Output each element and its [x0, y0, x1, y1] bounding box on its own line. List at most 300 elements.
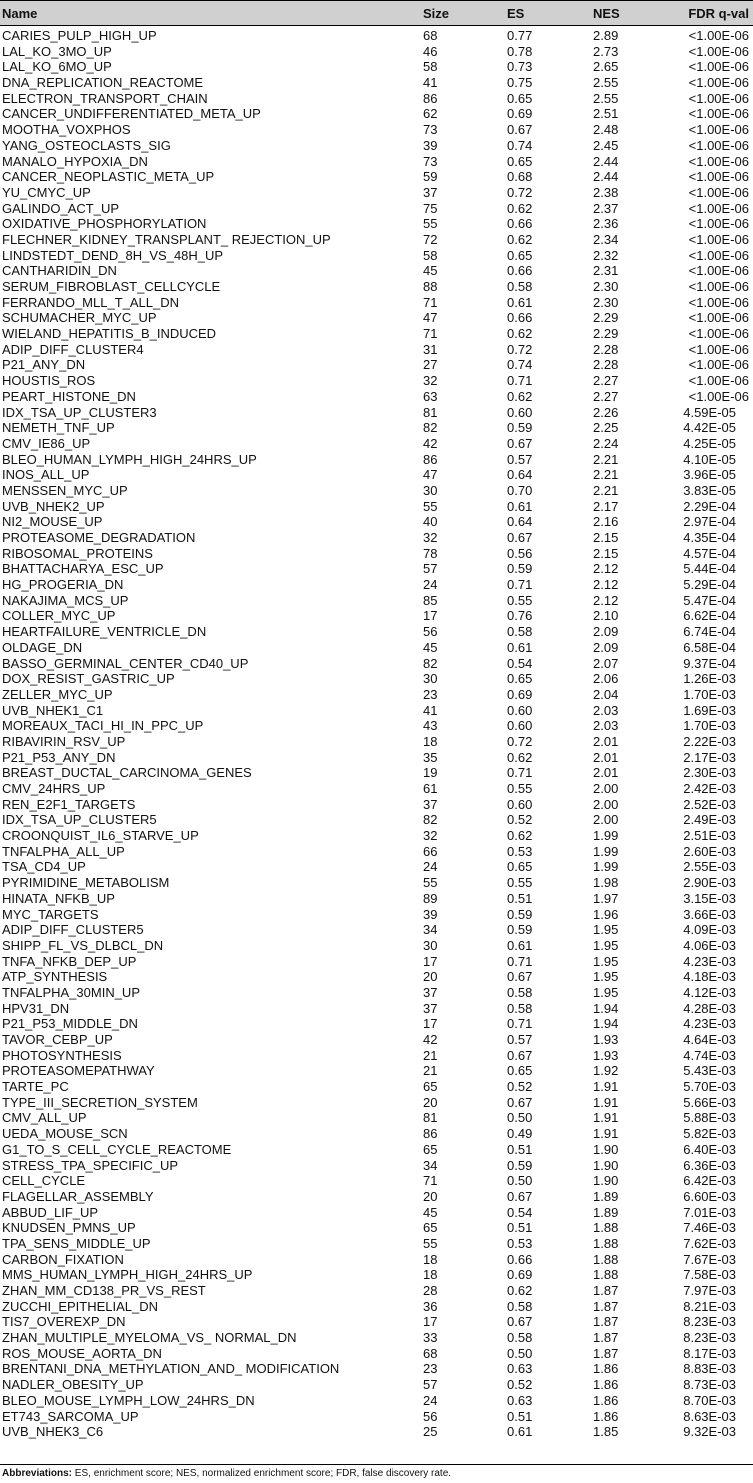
cell-es: 0.67: [507, 122, 533, 138]
cell-size: 88: [423, 279, 438, 294]
cell-name: IDX_TSA_UP_CLUSTER3: [2, 404, 157, 420]
cell-nes: 1.90: [593, 1141, 619, 1157]
table-row: [0, 514, 753, 530]
cell-es: 0.66: [507, 310, 533, 326]
cell-es: 0.55: [507, 781, 533, 796]
cell-name: HPV31_DN: [2, 1000, 70, 1016]
table-row: [0, 28, 753, 44]
cell-name: MOOTHA_VOXPHOS: [2, 122, 131, 138]
cell-nes: 2.29: [593, 310, 619, 326]
cell-size: 72: [423, 231, 438, 247]
cell-nes: 2.27: [593, 373, 619, 389]
table-row: [0, 1032, 753, 1048]
cell-size: 89: [423, 890, 438, 906]
table-row: [0, 907, 753, 923]
cell-es: 0.55: [507, 875, 533, 891]
cell-nes: 2.00: [593, 812, 619, 828]
cell-nes: 1.90: [593, 1173, 619, 1189]
cell-size: 23: [423, 686, 438, 702]
cell-nes: 2.51: [593, 106, 619, 122]
cell-fdr: <1.00E-06: [688, 75, 749, 91]
cell-fdr: 2.17E-03: [683, 749, 736, 765]
cell-name: YANG_OSTEOCLASTS_SIG: [2, 137, 171, 153]
cell-nes: 1.88: [593, 1220, 619, 1236]
cell-name: WIELAND_HEPATITIS_B_INDUCED: [2, 326, 217, 342]
cell-nes: 1.93: [593, 1047, 619, 1063]
cell-fdr: 9.32E-03: [683, 1424, 736, 1440]
cell-name: DNA_REPLICATION_REACTOME: [2, 75, 204, 91]
cell-size: 37: [423, 796, 438, 812]
table-row: [0, 797, 753, 813]
cell-fdr: <1.00E-06: [688, 231, 749, 247]
cell-size: 41: [423, 702, 438, 718]
cell-es: 0.51: [507, 1220, 533, 1236]
cell-size: 45: [423, 1204, 438, 1220]
table-row: [0, 467, 753, 483]
cell-nes: 1.92: [593, 1063, 619, 1079]
cell-es: 0.62: [507, 231, 533, 247]
cell-fdr: <1.00E-06: [688, 153, 749, 169]
table-row: [0, 1173, 753, 1189]
cell-name: P21_P53_ANY_DN: [2, 749, 116, 765]
cell-es: 0.65: [507, 671, 533, 687]
cell-fdr: 9.37E-04: [683, 655, 736, 671]
table-row: [0, 687, 753, 703]
cell-es: 0.51: [507, 890, 533, 906]
table-row: [0, 1205, 753, 1221]
cell-name: NAKAJIMA_MCS_UP: [2, 592, 129, 608]
cell-size: 82: [423, 655, 438, 671]
cell-fdr: 7.67E-03: [683, 1251, 736, 1267]
table-row: [0, 859, 753, 875]
table-row: [0, 561, 753, 577]
cell-name: TYPE_III_SECRETION_SYSTEM: [2, 1094, 198, 1110]
cell-fdr: <1.00E-06: [688, 373, 749, 389]
cell-fdr: 1.70E-03: [683, 718, 736, 734]
cell-size: 17: [423, 953, 438, 969]
table-row: [0, 342, 753, 358]
table-row: [0, 75, 753, 91]
cell-name: P21_P53_MIDDLE_DN: [2, 1016, 138, 1032]
table-row: [0, 671, 753, 687]
cell-es: 0.62: [507, 388, 533, 404]
cell-name: ROS_MOUSE_AORTA_DN: [2, 1345, 162, 1361]
cell-size: 20: [423, 1188, 438, 1204]
cell-size: 71: [423, 326, 438, 342]
cell-es: 0.67: [507, 1314, 533, 1330]
cell-nes: 2.15: [593, 545, 619, 561]
cell-es: 0.71: [507, 953, 533, 969]
cell-fdr: 7.58E-03: [683, 1267, 736, 1283]
cell-nes: 2.10: [593, 608, 619, 624]
table-row: [0, 1001, 753, 1017]
cell-name: NADLER_OBESITY_UP: [2, 1377, 144, 1393]
cell-name: OXIDATIVE_PHOSPHORYLATION: [2, 216, 207, 232]
cell-size: 58: [423, 247, 438, 263]
cell-fdr: 2.49E-03: [683, 812, 736, 828]
cell-fdr: 7.97E-03: [683, 1283, 736, 1298]
cell-fdr: 4.12E-03: [683, 984, 736, 1000]
table-row: [0, 844, 753, 860]
cell-size: 23: [423, 1361, 438, 1377]
cell-es: 0.71: [507, 577, 533, 593]
cell-nes: 2.65: [593, 59, 619, 75]
cell-nes: 2.28: [593, 341, 619, 357]
cell-es: 0.53: [507, 843, 533, 859]
cell-size: 21: [423, 1047, 438, 1063]
cell-size: 32: [423, 530, 438, 545]
cell-name: LAL_KO_6MO_UP: [2, 59, 112, 75]
cell-size: 28: [423, 1283, 438, 1298]
cell-es: 0.66: [507, 216, 533, 232]
cell-nes: 2.37: [593, 200, 619, 216]
cell-es: 0.52: [507, 1377, 533, 1393]
cell-name: UVB_NHEK3_C6: [2, 1424, 104, 1440]
cell-es: 0.74: [507, 137, 533, 153]
cell-name: TAVOR_CEBP_UP: [2, 1032, 113, 1047]
table-row: [0, 232, 753, 248]
cell-size: 24: [423, 859, 438, 875]
cell-es: 0.50: [507, 1345, 533, 1361]
cell-nes: 2.06: [593, 671, 619, 687]
cell-fdr: 4.06E-03: [683, 937, 736, 953]
cell-nes: 2.73: [593, 43, 619, 59]
cell-nes: 1.88: [593, 1235, 619, 1251]
cell-name: ABBUD_LIF_UP: [2, 1204, 99, 1220]
cell-es: 0.67: [507, 1188, 533, 1204]
cell-nes: 2.12: [593, 577, 619, 593]
cell-name: UVB_NHEK1_C1: [2, 702, 104, 718]
cell-es: 0.50: [507, 1173, 533, 1189]
table-row: [0, 938, 753, 954]
cell-fdr: 7.01E-03: [683, 1204, 736, 1220]
cell-fdr: 2.90E-03: [683, 875, 736, 891]
cell-fdr: 6.40E-03: [683, 1141, 736, 1157]
cell-es: 0.69: [507, 1267, 533, 1283]
cell-fdr: 6.74E-04: [683, 624, 736, 640]
cell-fdr: <1.00E-06: [688, 279, 749, 294]
cell-fdr: 6.42E-03: [683, 1173, 736, 1189]
footnote-text: ES, enrichment score; NES, normalized enrichment score; FDR, false discovery rate.: [72, 1468, 452, 1479]
cell-es: 0.60: [507, 718, 533, 734]
cell-size: 55: [423, 216, 438, 232]
cell-fdr: 7.46E-03: [683, 1220, 736, 1236]
cell-size: 75: [423, 200, 438, 216]
cell-size: 37: [423, 1000, 438, 1016]
table-row: [0, 1048, 753, 1064]
cell-es: 0.65: [507, 247, 533, 263]
cell-name: TARTE_PC: [2, 1079, 69, 1095]
cell-size: 43: [423, 718, 438, 734]
cell-fdr: 7.62E-03: [683, 1235, 736, 1251]
cell-fdr: <1.00E-06: [688, 106, 749, 122]
cell-size: 40: [423, 514, 438, 530]
cell-fdr: 8.83E-03: [683, 1361, 736, 1377]
cell-name: ZHAN_MM_CD138_PR_VS_REST: [2, 1283, 206, 1298]
cell-fdr: 2.51E-03: [683, 828, 736, 844]
cell-es: 0.61: [507, 1424, 533, 1440]
cell-name: BLEO_HUMAN_LYMPH_HIGH_24HRS_UP: [2, 451, 257, 467]
cell-name: KNUDSEN_PMNS_UP: [2, 1220, 136, 1236]
cell-size: 65: [423, 1220, 438, 1236]
cell-fdr: 8.21E-03: [683, 1298, 736, 1314]
table-row: [0, 185, 753, 201]
cell-es: 0.71: [507, 765, 533, 781]
cell-nes: 2.00: [593, 781, 619, 796]
cell-fdr: 4.57E-04: [683, 545, 736, 561]
cell-nes: 2.55: [593, 90, 619, 106]
cell-name: NEMETH_TNF_UP: [2, 420, 115, 436]
table-row: [0, 122, 753, 138]
cell-es: 0.56: [507, 545, 533, 561]
cell-name: P21_ANY_DN: [2, 357, 86, 373]
cell-nes: 1.99: [593, 859, 619, 875]
cell-size: 65: [423, 1141, 438, 1157]
table-row: [0, 201, 753, 217]
cell-size: 21: [423, 1063, 438, 1079]
cell-fdr: 2.22E-03: [683, 733, 736, 749]
cell-nes: 2.27: [593, 388, 619, 404]
cell-fdr: 4.09E-03: [683, 922, 736, 938]
table-row: [0, 608, 753, 624]
cell-es: 0.62: [507, 1283, 533, 1298]
cell-nes: 1.99: [593, 843, 619, 859]
cell-name: MOREAUX_TACI_HI_IN_PPC_UP: [2, 718, 204, 734]
cell-es: 0.67: [507, 435, 533, 451]
cell-size: 45: [423, 263, 438, 279]
header-fdr: FDR q-val: [688, 6, 749, 21]
cell-name: UVB_NHEK2_UP: [2, 498, 105, 514]
cell-es: 0.67: [507, 1047, 533, 1063]
table-row: [0, 812, 753, 828]
cell-fdr: 8.70E-03: [683, 1392, 736, 1408]
cell-es: 0.61: [507, 294, 533, 310]
table-row: [0, 703, 753, 719]
table-row: [0, 891, 753, 907]
cell-es: 0.53: [507, 1235, 533, 1251]
cell-nes: 2.12: [593, 561, 619, 577]
cell-es: 0.68: [507, 169, 533, 185]
table-row: [0, 452, 753, 468]
cell-name: BREAST_DUCTAL_CARCINOMA_GENES: [2, 765, 252, 781]
cell-name: LINDSTEDT_DEND_8H_VS_48H_UP: [2, 247, 224, 263]
cell-fdr: 4.35E-04: [683, 530, 736, 545]
cell-nes: 2.26: [593, 404, 619, 420]
cell-name: MANALO_HYPOXIA_DN: [2, 153, 148, 169]
cell-size: 68: [423, 28, 438, 43]
cell-es: 0.67: [507, 530, 533, 545]
cell-fdr: 2.60E-03: [683, 843, 736, 859]
cell-size: 82: [423, 812, 438, 828]
cell-fdr: 4.59E-05: [683, 404, 736, 420]
table-row: [0, 750, 753, 766]
cell-name: BHATTACHARYA_ESC_UP: [2, 561, 164, 577]
cell-nes: 2.31: [593, 263, 619, 279]
cell-nes: 1.88: [593, 1251, 619, 1267]
cell-size: 62: [423, 106, 438, 122]
cell-name: YU_CMYC_UP: [2, 184, 91, 200]
cell-es: 0.75: [507, 75, 533, 91]
cell-es: 0.67: [507, 969, 533, 985]
table-row: [0, 1220, 753, 1236]
cell-nes: 2.09: [593, 639, 619, 655]
table-row: [0, 1063, 753, 1079]
cell-size: 20: [423, 1094, 438, 1110]
cell-size: 56: [423, 1408, 438, 1424]
table-row: [0, 1330, 753, 1346]
footnote-label: Abbreviations:: [2, 1468, 73, 1479]
cell-nes: 2.03: [593, 718, 619, 734]
cell-size: 63: [423, 388, 438, 404]
table-row: [0, 593, 753, 609]
cell-nes: 1.85: [593, 1424, 619, 1440]
cell-es: 0.58: [507, 279, 533, 294]
cell-name: PEART_HISTONE_DN: [2, 388, 136, 404]
cell-size: 73: [423, 122, 438, 138]
cell-es: 0.69: [507, 686, 533, 702]
cell-es: 0.62: [507, 200, 533, 216]
cell-fdr: 5.82E-03: [683, 1126, 736, 1142]
table-row: [0, 546, 753, 562]
cell-es: 0.58: [507, 1000, 533, 1016]
table-row: [0, 985, 753, 1001]
cell-es: 0.67: [507, 1094, 533, 1110]
table-header: [0, 1, 753, 26]
cell-size: 34: [423, 1157, 438, 1173]
table-row: [0, 1016, 753, 1032]
cell-fdr: <1.00E-06: [688, 326, 749, 342]
cell-nes: 2.01: [593, 765, 619, 781]
cell-size: 61: [423, 781, 438, 796]
table-row: [0, 499, 753, 515]
cell-es: 0.54: [507, 1204, 533, 1220]
table-row: [0, 1346, 753, 1362]
cell-nes: 1.95: [593, 984, 619, 1000]
cell-name: DOX_RESIST_GASTRIC_UP: [2, 671, 175, 687]
cell-name: IDX_TSA_UP_CLUSTER5: [2, 812, 157, 828]
cell-name: PYRIMIDINE_METABOLISM: [2, 875, 170, 891]
cell-nes: 1.95: [593, 969, 619, 985]
cell-nes: 2.17: [593, 498, 619, 514]
cell-nes: 1.86: [593, 1377, 619, 1393]
cell-nes: 1.91: [593, 1094, 619, 1110]
cell-name: CANCER_UNDIFFERENTIATED_META_UP: [2, 106, 261, 122]
table-row: [0, 326, 753, 342]
cell-fdr: 4.18E-03: [683, 969, 736, 985]
cell-name: SCHUMACHER_MYC_UP: [2, 310, 157, 326]
cell-es: 0.74: [507, 357, 533, 373]
cell-size: 19: [423, 765, 438, 781]
cell-size: 42: [423, 435, 438, 451]
cell-nes: 2.36: [593, 216, 619, 232]
cell-es: 0.64: [507, 467, 533, 483]
cell-size: 32: [423, 828, 438, 844]
table-row: [0, 389, 753, 405]
cell-size: 55: [423, 1235, 438, 1251]
cell-fdr: 6.60E-03: [683, 1188, 736, 1204]
cell-size: 85: [423, 592, 438, 608]
table-row: [0, 530, 753, 546]
cell-nes: 2.34: [593, 231, 619, 247]
cell-nes: 2.21: [593, 482, 619, 498]
cell-nes: 2.29: [593, 326, 619, 342]
cell-name: CMV_IE86_UP: [2, 435, 91, 451]
cell-size: 25: [423, 1424, 438, 1440]
cell-name: TSA_CD4_UP: [2, 859, 86, 875]
table-row: [0, 1189, 753, 1205]
cell-fdr: 5.47E-04: [683, 592, 736, 608]
cell-es: 0.57: [507, 451, 533, 467]
cell-size: 65: [423, 1079, 438, 1095]
cell-nes: 1.87: [593, 1314, 619, 1330]
cell-nes: 1.90: [593, 1157, 619, 1173]
cell-name: NI2_MOUSE_UP: [2, 514, 103, 530]
cell-nes: 2.48: [593, 122, 619, 138]
cell-es: 0.72: [507, 733, 533, 749]
table-row: [0, 969, 753, 985]
table-row: [0, 248, 753, 264]
cell-fdr: <1.00E-06: [688, 137, 749, 153]
cell-name: ATP_SYNTHESIS: [2, 969, 108, 985]
cell-name: MMS_HUMAN_LYMPH_HIGH_24HRS_UP: [2, 1267, 253, 1283]
cell-name: TPA_SENS_MIDDLE_UP: [2, 1235, 151, 1251]
cell-size: 42: [423, 1032, 438, 1047]
table-row: [0, 295, 753, 311]
cell-fdr: 6.36E-03: [683, 1157, 736, 1173]
cell-fdr: <1.00E-06: [688, 200, 749, 216]
table-row: [0, 106, 753, 122]
table-row: [0, 781, 753, 797]
table-row: [0, 577, 753, 593]
cell-name: PROTEASOMEPATHWAY: [2, 1063, 155, 1079]
cell-fdr: 1.70E-03: [683, 686, 736, 702]
table-row: [0, 875, 753, 891]
cell-size: 66: [423, 843, 438, 859]
cell-size: 24: [423, 577, 438, 593]
table-row: [0, 91, 753, 107]
cell-nes: 2.07: [593, 655, 619, 671]
cell-size: 47: [423, 467, 438, 483]
cell-name: CARIES_PULP_HIGH_UP: [2, 28, 157, 43]
cell-size: 36: [423, 1298, 438, 1314]
cell-fdr: <1.00E-06: [688, 247, 749, 263]
table-row: [0, 1110, 753, 1126]
cell-size: 17: [423, 1314, 438, 1330]
table-row: [0, 1409, 753, 1425]
cell-size: 20: [423, 969, 438, 985]
cell-name: UEDA_MOUSE_SCN: [2, 1126, 128, 1142]
table-row: [0, 640, 753, 656]
table-row: [0, 357, 753, 373]
cell-fdr: <1.00E-06: [688, 216, 749, 232]
cell-name: FLAGELLAR_ASSEMBLY: [2, 1188, 154, 1204]
cell-es: 0.51: [507, 1408, 533, 1424]
header-name: Name: [2, 6, 38, 21]
cell-size: 81: [423, 404, 438, 420]
cell-nes: 2.03: [593, 702, 619, 718]
cell-fdr: 3.66E-03: [683, 906, 736, 922]
table-row: [0, 263, 753, 279]
table-row: [0, 44, 753, 60]
cell-size: 18: [423, 1267, 438, 1283]
cell-size: 86: [423, 1126, 438, 1142]
cell-nes: 2.01: [593, 733, 619, 749]
cell-name: HG_PROGERIA_DN: [2, 577, 124, 593]
table-row: [0, 828, 753, 844]
cell-es: 0.49: [507, 1126, 533, 1142]
cell-es: 0.71: [507, 373, 533, 389]
cell-fdr: 8.23E-03: [683, 1330, 736, 1346]
